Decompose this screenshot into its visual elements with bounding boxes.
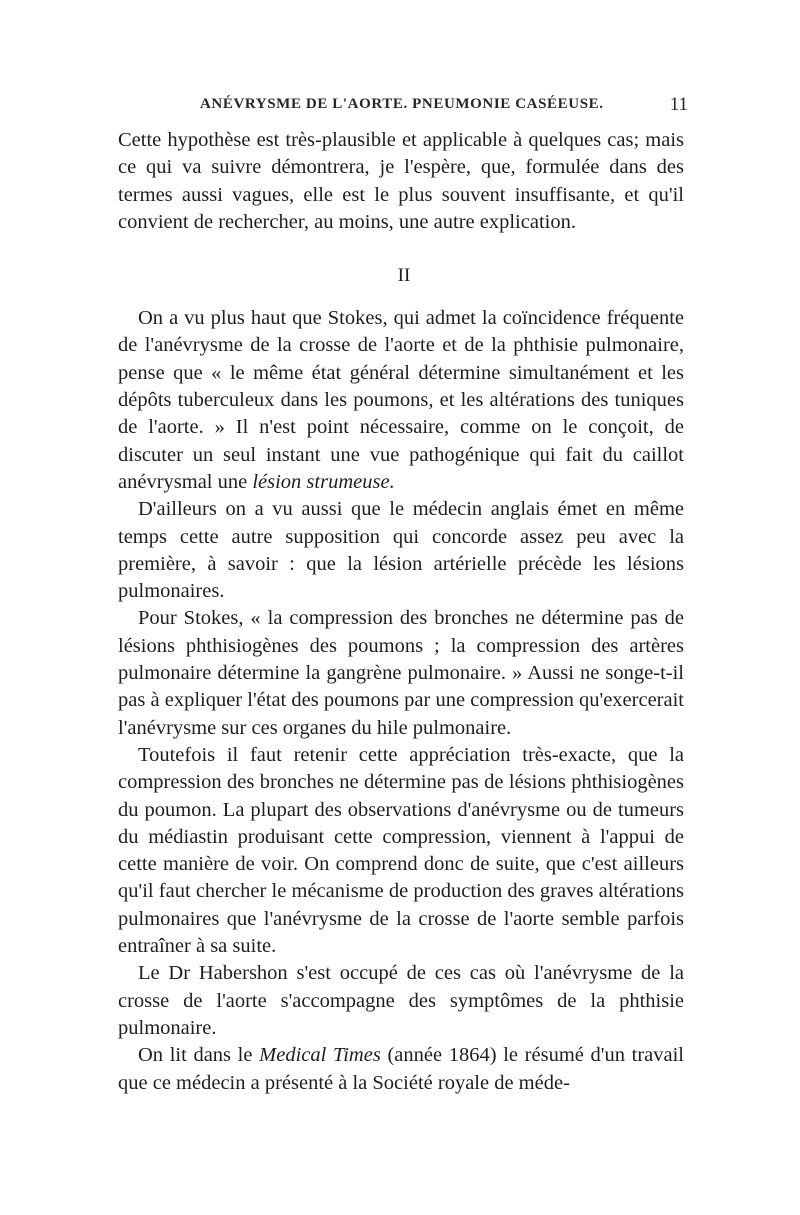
section-heading: II [397,265,411,287]
body-text [118,127,684,1097]
page-header [118,96,688,118]
paragraph-2-italic: lésion strumeuse. [252,470,395,493]
paragraph-5: Toutefois il faut retenir cette appréciation très-exacte, que la compression des bronches ne détermine pas de lésions phthisiogènes du poumon. La plupart des observations d'anévrysme ou de tumeurs du médiastin produisant cette compression, viennent à l'appui de cette manière de voir. On comprend donc de suite, que c'est ailleurs qu'il faut chercher le mécanisme de production des graves altérations pulmonaires que l'anévrysme de la crosse de l'aorte semble parfois entraîner à sa suite. [118,743,684,958]
paragraph-7-tail: (année 1864) le résumé d'un travail que ce médecin a présenté à la Société royale de méde- [118,1044,684,1094]
paragraph-1: Cette hypothèse est très-plausible et applicable à quelques cas; mais ce qui va suivre démontrera, je l'espère, que, formulée dans des termes aussi vagues, elle est le plus souvent insuffisante, et qu'il convient de rechercher, au moins, une autre explication. [118,129,684,233]
paragraph-6: Le Dr Habershon s'est occupé de ces cas où l'anévrysme de la crosse de l'aorte s'accompagne des symptômes de la phthisie pulmonaire. [118,962,684,1039]
running-title: ANÉVRYSME DE L'AORTE. PNEUMONIE CASÉEUSE. [200,96,604,112]
paragraph-7-italic: Medical Times [259,1044,381,1067]
paragraph-3: D'ailleurs on a vu aussi que le médecin anglais émet en même temps cette autre supposition qui concorde assez peu avec la première, à savoir : que la lésion artérielle précède les lésions pulmonaires. [118,498,684,603]
paragraph-2 [118,305,684,496]
paragraph-2-text: On a vu plus haut que Stokes, qui admet la coïncidence fréquente de l'anévrysme de la crosse de l'aorte et de la phthisie pulmonaire, pense que « le même état général détermine simultanément et les dépôts tuberculeux dans les poumons, et les altérations des tuniques de l'aorte. » Il n'est point nécessaire, comme on le conçoit, de discuter un seul instant une vue pathogénique qui fait du caillot anévrysmal une [118,307,684,493]
paragraph-7-text: On lit dans le [138,1044,260,1067]
page-number: 11 [669,94,688,115]
paragraph-7 [118,1042,684,1097]
paragraph-4: Pour Stokes, « la compression des bronches ne détermine pas de lésions phthisiogènes des poumons ; la compression des artères pulmonaire détermine la gangrène pulmonaire. » Aussi ne songe-t-il pas à expliquer l'état des poumons par une compression qu'exercerait l'anévrysme sur ces organes du hile pulmonaire. [118,607,684,739]
